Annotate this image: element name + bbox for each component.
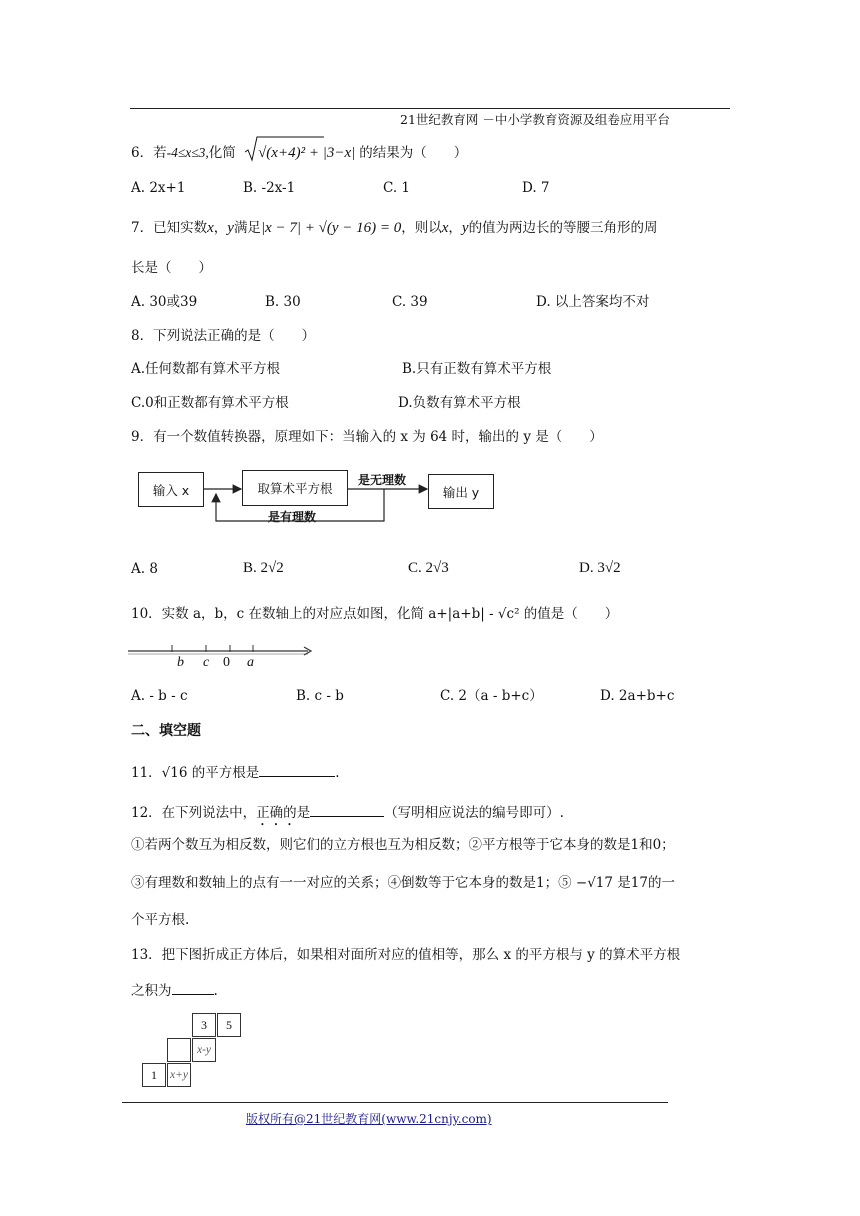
q12-answer-blank[interactable]: [310, 802, 384, 817]
q7-option-a[interactable]: A. 30或39: [131, 294, 198, 310]
q13-answer-blank[interactable]: [172, 980, 214, 995]
footer-copyright-link[interactable]: 版权所有@21世纪教育网(www.21cnjy.com): [246, 1112, 492, 1126]
q12-emphasis: 正确的: [256, 805, 297, 821]
q9-option-b[interactable]: B. 2√2: [243, 560, 284, 576]
question-12-stem: 12．在下列说法中，正确的是 （写明相应说法的编号即可）.: [131, 802, 564, 829]
flow-label-irrational: 是无理数: [358, 473, 407, 487]
flow-input-box: 输入 x: [138, 472, 204, 507]
number-line-label-a: a: [247, 655, 254, 670]
net-cell-5: 5: [217, 1013, 241, 1037]
q8-option-b[interactable]: B.只有正数有算术平方根: [402, 361, 552, 377]
q6-condition: -4≤x≤3,: [166, 145, 209, 160]
header-site-name: 21世纪教育网 －中小学教育资源及组卷应用平台: [400, 112, 670, 127]
q10-option-b[interactable]: B. c - b: [296, 688, 344, 704]
question-8-stem: 8．下列说法正确的是（ ）: [131, 328, 316, 344]
q7-option-c[interactable]: C. 39: [392, 294, 428, 310]
q6-option-c[interactable]: C. 1: [383, 180, 411, 196]
question-13-line2: 之积为 .: [131, 980, 218, 1001]
q12-statement-line3: 个平方根.: [131, 912, 190, 928]
q10-option-c[interactable]: C. 2（a - b+c）: [440, 688, 543, 704]
q7-option-b[interactable]: B. 30: [265, 294, 301, 310]
question-11-stem: 11．√16 的平方根是 .: [131, 762, 340, 783]
q9-option-d[interactable]: D. 3√2: [579, 560, 621, 576]
net-cell-blank-1: [167, 1038, 191, 1062]
net-cell-x-plus-y: x+y: [167, 1063, 191, 1087]
q6-option-a[interactable]: A. 2x+1: [131, 180, 186, 196]
q8-option-a[interactable]: A.任何数都有算术平方根: [131, 361, 281, 377]
flow-arrows: [130, 470, 490, 530]
q6-mid: 化简: [208, 145, 236, 161]
q6-pre: 6．若: [131, 145, 167, 161]
number-line-label-0: 0: [223, 655, 230, 670]
q9-option-a[interactable]: A. 8: [131, 561, 158, 577]
q9-option-c[interactable]: C. 2√3: [408, 560, 449, 576]
question-6-stem: [131, 143, 467, 163]
header-rule: [130, 108, 730, 109]
q10-option-d[interactable]: D. 2a+b+c: [600, 688, 675, 704]
q8-option-c[interactable]: C.0和正数都有算术平方根: [131, 395, 289, 411]
net-cell-1: 1: [142, 1063, 166, 1087]
question-13-line1: 13．把下图折成正方体后，如果相对面所对应的值相等，那么 x 的平方根与 y 的算术平方根: [131, 947, 681, 963]
flow-output-box: 输出 y: [428, 474, 494, 509]
flow-process-box: 取算术平方根: [242, 470, 348, 506]
q7-option-d[interactable]: D. 以上答案均不对: [536, 294, 650, 310]
q6-option-b[interactable]: B. -2x-1: [243, 180, 296, 196]
q8-option-d[interactable]: D.负数有算术平方根: [398, 395, 521, 411]
q6-post: 的结果为（ ）: [359, 145, 468, 161]
q7-equation: |x − 7| + √(y − 16) = 0: [260, 220, 402, 236]
number-line-label-b: b: [177, 655, 184, 670]
net-cell-x-minus-y: x-y: [192, 1038, 216, 1062]
number-line-label-c: c: [203, 655, 210, 670]
flow-label-rational: 是有理数: [268, 510, 317, 524]
q11-answer-blank[interactable]: [259, 762, 335, 777]
q6-option-d[interactable]: D. 7: [522, 180, 550, 196]
question-9-stem: 9．有一个数值转换器，原理如下：当输入的 x 为 64 时，输出的 y 是（ ）: [131, 429, 603, 445]
section-2-title: 二、填空题: [131, 723, 201, 739]
q10-option-a[interactable]: A. - b - c: [131, 688, 188, 704]
question-7-stem-line2: 长是（ ）: [131, 260, 212, 276]
net-cell-3: 3: [192, 1013, 216, 1037]
q12-statement-line2: ③有理数和数轴上的点有一一对应的关系；④倒数等于它本身的数是1；⑤ −√17 是17的一: [131, 875, 675, 891]
question-7-stem-line1: 7．已知实数x，y满足|x − 7| + √(y − 16) = 0，则以x，y的值为两边长的等腰三角形的周: [131, 220, 658, 236]
footer-rule: [122, 1102, 668, 1103]
q12-statement-line1: ①若两个数互为相反数，则它们的立方根也互为相反数；②平方根等于它本身的数是1和0；: [131, 837, 675, 853]
radical-icon: [244, 137, 258, 163]
question-10-stem: 10．实数 a，b，c 在数轴上的对应点如图，化简 a+|a+b| - √c² 的值是（ ）: [131, 606, 619, 622]
q6-expression: √(x+4)² + |3−x|: [244, 143, 355, 163]
